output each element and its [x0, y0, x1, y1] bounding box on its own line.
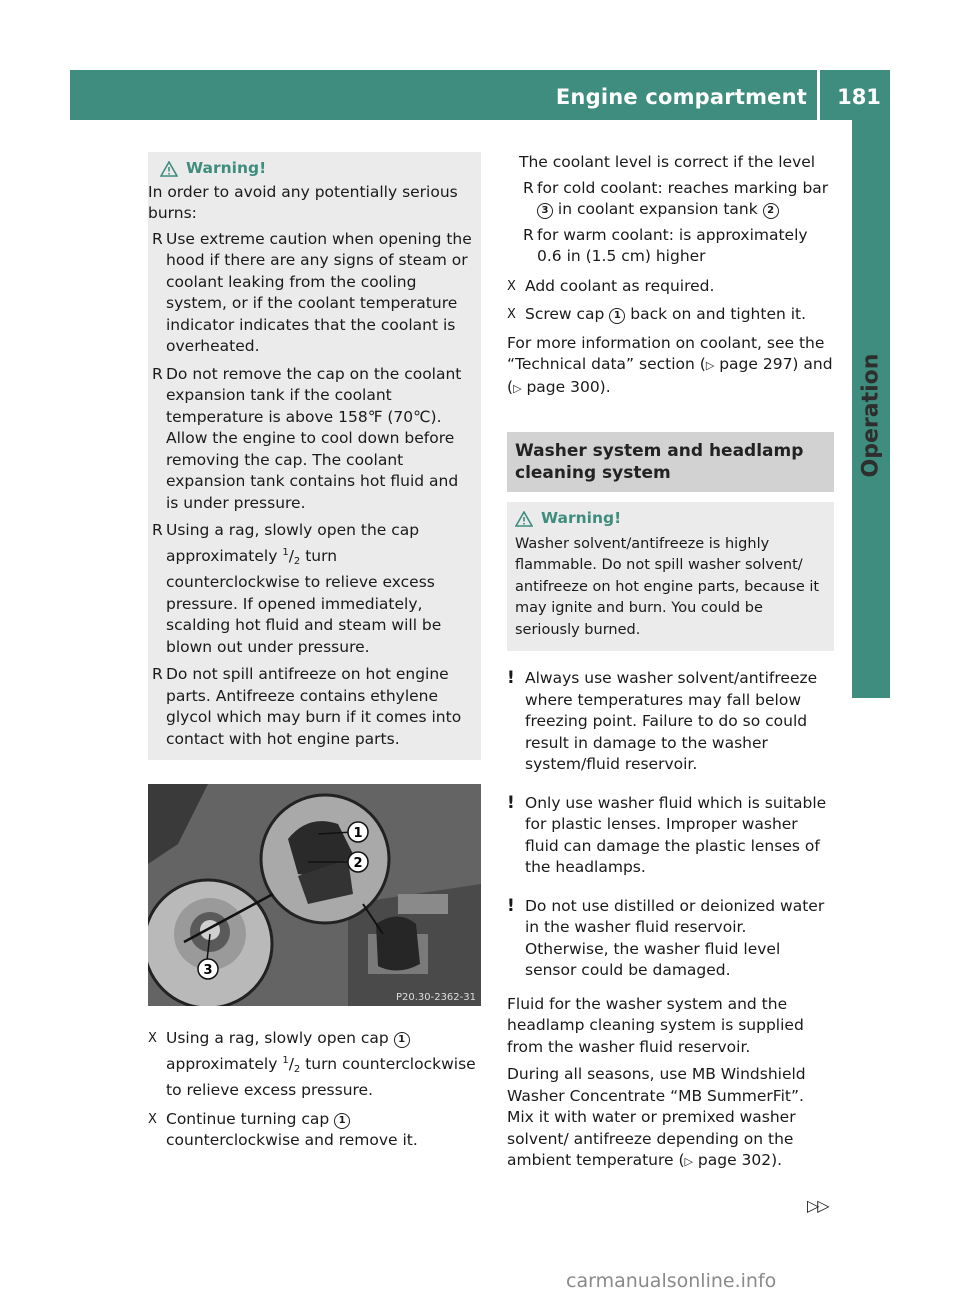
coolant-bullet: [519, 178, 834, 221]
bullet-glyph: R: [152, 364, 163, 383]
notice-icon: !: [507, 895, 515, 916]
fraction-numerator: 1: [282, 1054, 289, 1066]
paragraph-text: For more information on coolant, see the “Technical data” section (: [507, 333, 825, 373]
side-tab-label: Operation: [858, 353, 884, 477]
page-ref-icon[interactable]: ▷: [513, 381, 522, 395]
warning-title: Warning!: [186, 159, 267, 177]
fraction-numerator: 1: [282, 546, 289, 558]
step-arrow-icon: X: [148, 1031, 157, 1046]
bullet-glyph: R: [523, 225, 534, 244]
warning-text: Washer solvent/antifreeze is highly flammable. Do not spill washer solvent/ antifreeze on hot engine parts, because it may ignite and burn. You could be seriously burned.: [515, 535, 820, 638]
instruction-step: [507, 304, 834, 326]
warning-bullet: R Using a rag, slowly open the cap approximately $^1/_2$ turn counterclockwise to relieve excess pressure. If opened immediately, scalding hot fluid and steam will be blown out under pressure.: [152, 521, 442, 656]
warning-triangle-icon: [160, 161, 178, 177]
callout-ref: 1: [394, 1032, 410, 1048]
step-arrow-icon: X: [507, 307, 516, 322]
warning-header: [160, 158, 473, 180]
step-text: turn counterclockwise to relieve excess pressure.: [166, 1054, 476, 1099]
callout-ref: 1: [609, 308, 625, 324]
notice-text: Only use washer fluid which is suitable for plastic lenses. Improper washer fluid can damage the plastic lenses of the headlamps.: [525, 793, 827, 876]
instruction-step: [148, 1109, 481, 1152]
notice-item: [507, 793, 834, 879]
notice-text: Always use washer solvent/antifreeze where temperatures may fall below freezing point. Failure to do so could result in damage to the washer system/fluid reservoir.: [525, 669, 818, 773]
warning-bullet-text: Do not spill antifreeze on hot engine parts. Antifreeze contains ethylene glycol which may burn if it comes into contact with hot engine parts.: [166, 665, 462, 748]
warning-bullet: [148, 229, 473, 358]
watermark: carmanualsonline.info: [566, 1270, 777, 1292]
paragraph-text: page 302).: [692, 1151, 783, 1169]
fraction-denominator: 2: [293, 1063, 301, 1075]
bullet-text: for warm coolant: is approximately 0.6 in (1.5 cm) higher: [537, 225, 808, 265]
paragraph-text: page 300).: [521, 377, 611, 396]
fraction-denominator: 2: [293, 555, 301, 567]
engine-coolant-photo: [148, 784, 481, 1006]
warning-triangle-icon: [515, 511, 533, 527]
step-text: Screw cap: [525, 305, 610, 323]
callout-2-label: 2: [353, 856, 363, 871]
instruction-step: X Using a rag, slowly open cap 1 approximately $^1/_2$ turn counterclockwise to relieve excess pressure.: [148, 1029, 476, 1099]
step-text: approximately: [166, 1054, 283, 1073]
callout-ref: 1: [334, 1113, 350, 1129]
bullet-glyph: R: [152, 521, 163, 539]
page-number: 181: [837, 85, 881, 109]
warning-box-coolant: [148, 152, 481, 760]
warning-intro: In order to avoid any potentially serious burns:: [148, 182, 458, 222]
right-column: [507, 152, 834, 1179]
warning-bullet: [148, 364, 473, 515]
bullet-text: for cold coolant: reaches marking bar: [537, 178, 829, 197]
step-arrow-icon: X: [507, 278, 516, 294]
bullet-glyph: R: [152, 229, 163, 248]
warning-header: [515, 508, 828, 530]
paragraph-text: page 297) and (: [507, 355, 833, 396]
bullet-glyph: R: [523, 178, 534, 197]
figure-code: P20.30-2362-31: [395, 992, 476, 1003]
notice-text: Do not use distilled or deionized water in the washer fluid reservoir. Otherwise, the washer fluid level sensor could be damaged.: [525, 896, 825, 979]
section-heading-washer: Washer system and headlamp cleaning system: [507, 432, 834, 492]
bullet-glyph: R: [152, 665, 163, 683]
paragraph-text: During all seasons, use MB Windshield Washer Concentrate “MB SummerFit”. Mix it with water or premixed washer solvent/ antifreeze depending on the ambient temperature (: [507, 1065, 806, 1169]
page-ref-icon[interactable]: ▷: [705, 359, 715, 372]
step-text: Using a rag, slowly open cap: [166, 1029, 394, 1047]
callout-ref: 3: [537, 203, 553, 219]
coolant-intro: The coolant level is correct if the level: [519, 153, 816, 171]
warning-title: Warning!: [541, 509, 622, 527]
left-column: [148, 152, 481, 1159]
instruction-step: [507, 276, 834, 298]
callout-ref: 2: [763, 203, 779, 219]
washer-fluid-paragraph: Fluid for the washer system and the headlamp cleaning system is supplied from the washer fluid reservoir.: [507, 994, 804, 1056]
coolant-tank-illustration: [148, 784, 481, 1006]
warning-bullet-text: Do not remove the cap on the coolant expansion tank if the coolant temperature is above 158℉ (70℃). Allow the engine to cool down before removing the cap. The coolant expansion tank contains hot fluid and is under pressure.: [166, 364, 462, 512]
side-tab-label-wrap: [848, 330, 894, 500]
step-text: counterclockwise and remove it.: [166, 1131, 418, 1149]
notice-icon: !: [507, 792, 515, 813]
step-text: back on and tighten it.: [625, 305, 807, 323]
warning-bullet-text: Using a rag, slowly open the cap approximately: [166, 521, 420, 565]
callout-3-label: 3: [203, 963, 213, 978]
warning-bullet-text: Use extreme caution when opening the hood if there are any signs of steam or coolant leaking from the cooling system, or if the coolant temperature indicator indicates that the coolant is overheated.: [166, 229, 472, 355]
step-text: Add coolant as required.: [525, 276, 715, 295]
notice-item: [507, 668, 834, 776]
header-bar: [70, 70, 890, 120]
section-title-header: Engine compartment: [556, 70, 820, 120]
warning-bullet-text: turn counterclockwise to relieve excess pressure. If opened immediately, scalding hot fluid and steam will be blown out under pressure.: [166, 546, 442, 656]
step-arrow-icon: X: [148, 1111, 157, 1127]
coolant-bullet: [519, 225, 834, 268]
callout-1-label: 1: [353, 826, 363, 841]
warning-box-washer: [507, 502, 834, 651]
warning-bullet: [148, 664, 473, 750]
page-ref-icon[interactable]: ▷: [684, 1155, 693, 1168]
bullet-text: in coolant expansion tank: [553, 200, 763, 218]
continue-icon: ▷▷: [807, 1196, 828, 1215]
step-text: Continue turning cap: [166, 1109, 335, 1128]
coolant-info-paragraph: [507, 333, 834, 400]
notice-item: [507, 896, 834, 982]
notice-icon: !: [507, 668, 515, 688]
seasons-paragraph: [507, 1064, 834, 1173]
